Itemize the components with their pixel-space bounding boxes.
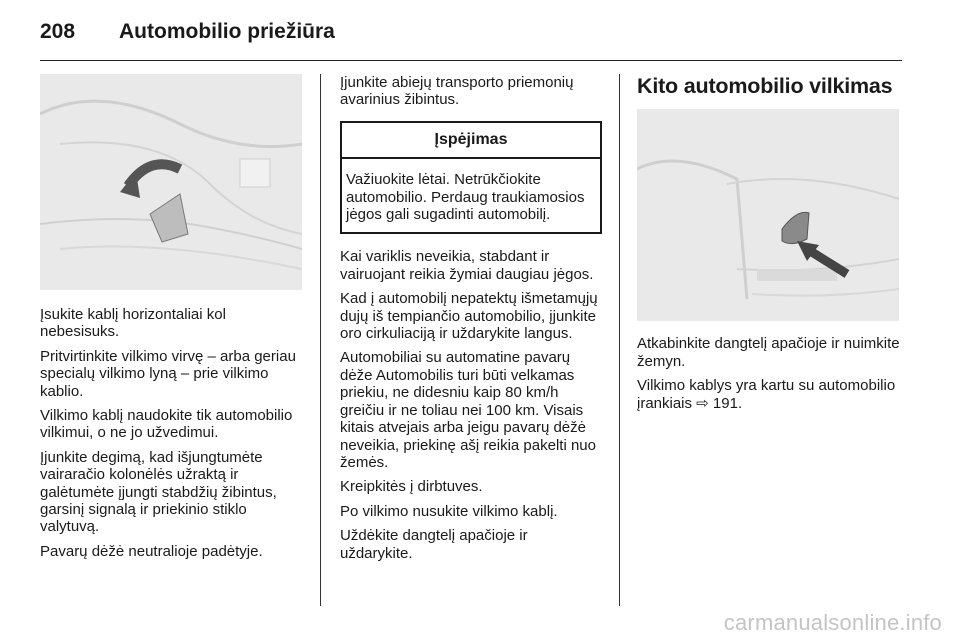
paragraph: Vilkimo kablys yra kartu su automobilio įrankiais ⇨ 191. [637, 377, 896, 412]
header-rule [40, 60, 902, 61]
page-header [40, 14, 900, 54]
column-3 [637, 74, 902, 419]
paragraph: Atkabinkite dangtelį apačioje ir nuimkite žemyn. [637, 335, 900, 370]
paragraph: Pritvirtinkite vilkimo virvę – arba geriau specialų vilkimo lyną – prie vilkimo kablio. [40, 347, 296, 400]
column-divider [320, 74, 321, 606]
paragraph: Automobiliai su automatine pavarų dėže Automobilis turi būti velkamas priekiu, ne didesniu kaip 80 km/h greičiu ir ne toliau nei 100 km. Visais kitais atvejais arba jeigu pavarų dėžė neveikia, priekinę ašį reikia pakelti nuo žemės. [340, 349, 596, 471]
warning-box [340, 121, 602, 235]
page-title: Automobilio priežiūra [119, 20, 335, 43]
rear-cover-illustration [637, 109, 899, 321]
paragraph: Vilkimo kablį naudokite tik automobilio vilkimui, o ne jo užvedimui. [40, 407, 293, 442]
paragraph: Įjunkite abiejų transporto priemonių avarinius žibintus. [340, 74, 574, 109]
section-title: Kito automobilio vilkimas [637, 74, 893, 98]
column-2 [340, 74, 602, 569]
paragraph: Kreipkitės į dirbtuves. [340, 478, 483, 496]
paragraph: Kai variklis neveikia, stabdant ir vairuojant reikia žymiai daugiau jėgos. [340, 248, 594, 283]
paragraph: Įsukite kablį horizontaliai kol nebesisuks. [40, 306, 226, 341]
watermark: carmanualsonline.info [723, 610, 942, 635]
warning-title: Įspėjimas [342, 123, 600, 159]
paragraph: Kad į automobilį nepatektų išmetamųjų dujų iš tempiančio automobilio, įjunkite oro cirkuliaciją ir uždarykite langus. [340, 290, 598, 343]
paragraph: Uždėkite dangtelį apačioje ir uždarykite. [340, 527, 528, 562]
tow-hook-install-illustration [40, 74, 302, 290]
paragraph: Pavarų dėžė neutralioje padėtyje. [40, 542, 263, 560]
paragraph: Įjunkite degimą, kad išjungtumėte vairaračio kolonėlės užraktą ir galėtumėte įjungti stabdžių žibintus, garsinį signalą ir priekinio stiklo valytuvą. [40, 448, 277, 536]
warning-body: Važiuokite lėtai. Netrūkčiokite automobilio. Perdaug traukiamosios jėgos gali sugadinti automobilį. [346, 171, 585, 224]
column-1 [40, 74, 302, 567]
column-divider [619, 74, 620, 606]
paragraph: Po vilkimo nusukite vilkimo kablį. [340, 502, 558, 520]
page-number: 208 [40, 20, 76, 43]
